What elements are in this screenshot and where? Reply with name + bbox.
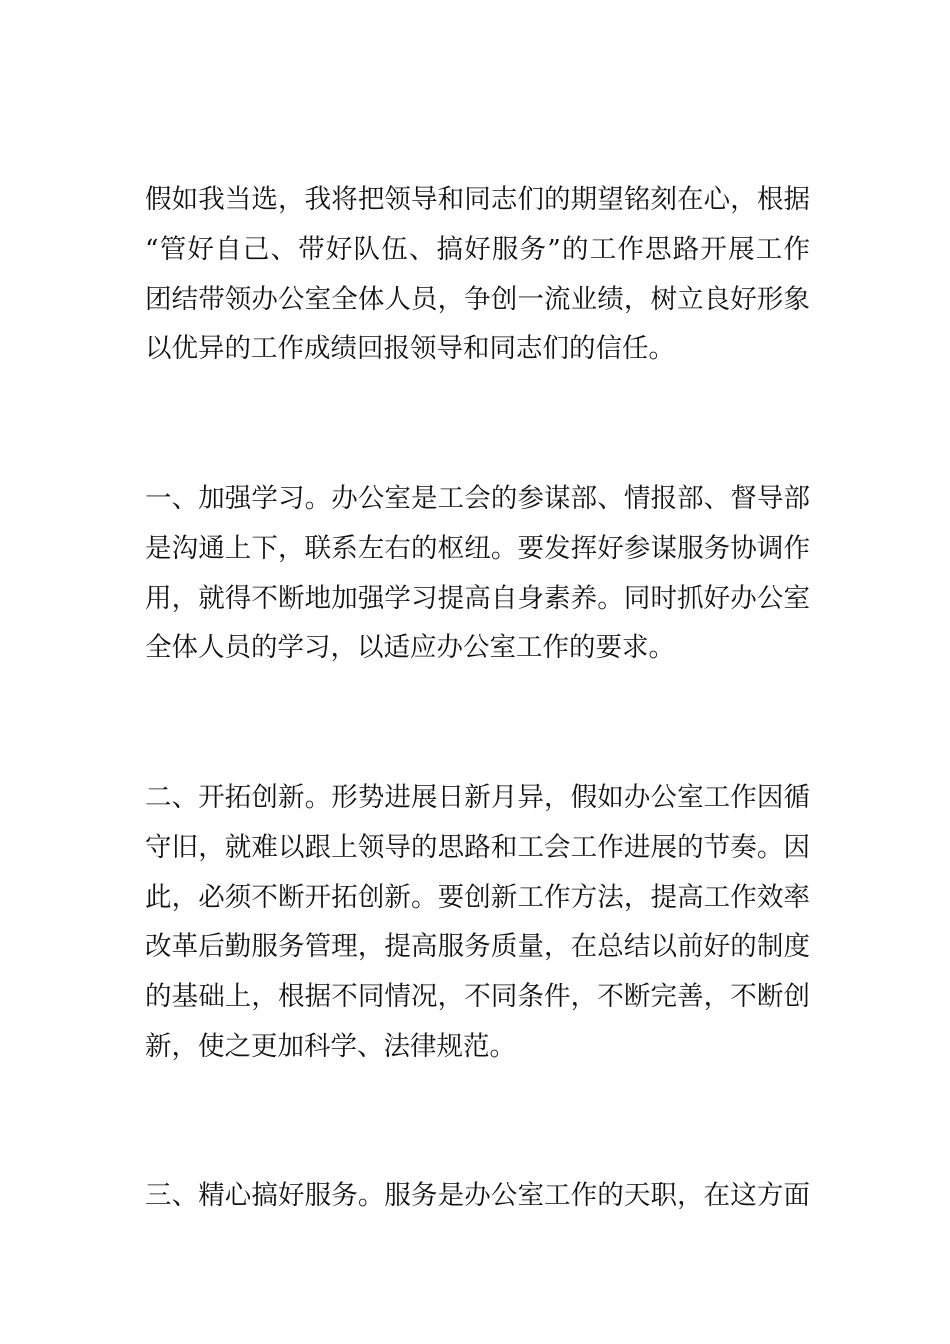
text-line: 是沟通上下，联系左右的枢纽。要发挥好参谋服务协调作 (145, 532, 810, 564)
paragraph-service (145, 1171, 810, 1221)
text-line: “管好自己、带好队伍、搞好服务”的工作思路开展工作 (145, 233, 810, 265)
text-line: 此，必须不断开拓创新。要创新工作方法，提高工作效率 (145, 881, 810, 913)
text-line: 改革后勤服务管理，提高服务质量，在总结以前好的制度 (145, 931, 810, 963)
text-line: 三、精心搞好服务。服务是办公室工作的天职，在这方面 (145, 1180, 810, 1211)
paragraph-innovation (145, 773, 810, 1072)
text-line: 用，就得不断地加强学习提高自身素养。同时抓好办公室 (145, 582, 810, 614)
text-line: 二、开拓创新。形势进展日新月异，假如办公室工作因循 (145, 782, 810, 813)
text-line: 一、加强学习。办公室是工会的参谋部、情报部、督导部 (145, 483, 810, 514)
text-line: 团结带领办公室全体人员，争创一流业绩，树立良好形象 (145, 283, 810, 315)
text-line: 新，使之更加科学、法律规范。 (145, 1030, 516, 1062)
text-line: 的基础上，根据不同情况，不同条件，不断完善，不断创 (145, 981, 810, 1013)
paragraph-study (145, 474, 810, 673)
paragraph-intro (145, 175, 810, 374)
text-line: 假如我当选，我将把领导和同志们的期望铭刻在心，根据 (145, 184, 810, 215)
text-line: 以优异的工作成绩回报领导和同志们的信任。 (145, 333, 675, 365)
text-line: 全体人员的学习，以适应办公室工作的要求。 (145, 632, 675, 664)
text-line: 守旧，就难以跟上领导的思路和工会工作进展的节奏。因 (145, 831, 810, 863)
